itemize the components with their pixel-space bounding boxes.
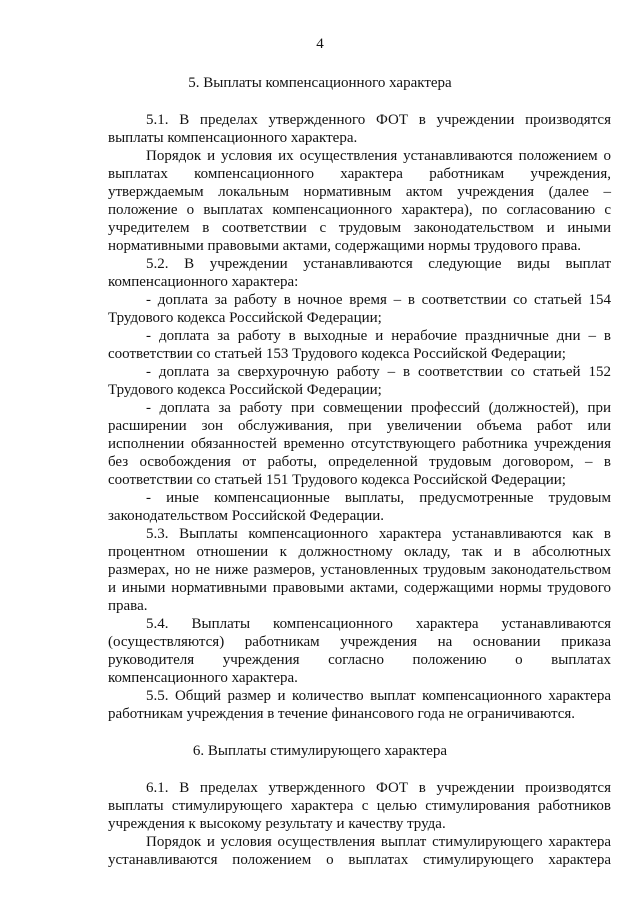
paragraph-line: Порядок и условия их осуществления устанавливаются положением о [146,148,611,164]
paragraph-line: выплатах компенсационного характера работникам учреждения, [108,166,611,182]
paragraph-line: нормативными правовыми актами, содержащими нормы трудового права. [108,238,581,254]
paragraph-line: компенсационного характера. [108,670,298,686]
paragraph-line: и иными нормативными правовыми актами, содержащими нормы трудового [108,580,611,596]
paragraph-line: выплаты компенсационного характера. [108,130,358,146]
paragraph-line: компенсационного характера: [108,274,299,290]
list-item-line: - иные компенсационные выплаты, предусмотренные трудовым [146,490,611,506]
paragraph-line: (осуществляются) работникам учреждения на основании приказа [108,634,611,650]
section-5-heading: 5. Выплаты компенсационного характера [188,75,452,91]
paragraph-line: 5.4. Выплаты компенсационного характера устанавливаются [146,616,611,632]
paragraph-line: выплаты стимулирующего характера с целью стимулирования работников [108,798,611,814]
paragraph-line: 5.5. Общий размер и количество выплат компенсационного характера [146,688,611,704]
paragraph-line: учредителем в соответствии с трудовым законодательством и иными [108,220,611,236]
list-item-line: без освобождения от работы, определенной трудовым договором, – в [108,454,611,470]
list-item-line: Трудового кодекса Российской Федерации; [108,382,382,398]
paragraph-line: положение о выплатах компенсационного характера), по согласованию с [108,202,611,218]
list-item-line: - доплата за работу при совмещении профессий (должностей), при [146,400,611,416]
paragraph-line: устанавливаются положением о выплатах стимулирующего характера [108,852,611,868]
paragraph-line: права. [108,598,148,614]
list-item-line: Трудового кодекса Российской Федерации; [108,310,382,326]
list-item-line: исполнении обязанностей временно отсутствующего работника учреждения [108,436,611,452]
paragraph-line: руководителя учреждения согласно положению о выплатах [108,652,611,668]
list-item-line: соответствии со статьей 151 Трудового кодекса Российской Федерации; [108,472,566,488]
list-item-line: законодательством Российской Федерации. [108,508,385,524]
section-6-heading: 6. Выплаты стимулирующего характера [192,743,448,759]
paragraph-line: утверждаемым локальным нормативным актом учреждения (далее – [108,184,611,200]
list-item-line: - доплата за работу в выходные и нерабочие праздничные дни – в [146,328,611,344]
paragraph-line: процентном отношении к должностному окладу, так и в абсолютных [108,544,611,560]
paragraph-line: работникам учреждения в течение финансового года не ограничиваются. [108,706,576,722]
paragraph-line: 5.2. В учреждении устанавливаются следующие виды выплат [146,256,611,272]
paragraph-line: 6.1. В пределах утвержденного ФОТ в учреждении производятся [146,780,611,796]
list-item-line: соответствии со статьей 153 Трудового кодекса Российской Федерации; [108,346,566,362]
list-item-line: расширении зон обслуживания, при увеличении объема работ или [108,418,611,434]
paragraph-line: Порядок и условия осуществления выплат стимулирующего характера [146,834,611,850]
paragraph-line: 5.1. В пределах утвержденного ФОТ в учреждении производятся [146,112,611,128]
list-item-line: - доплата за сверхурочную работу – в соответствии со статьей 152 [146,364,611,380]
list-item-line: - доплата за работу в ночное время – в соответствии со статьей 154 [146,292,611,308]
paragraph-line: учреждения к высокому результату и качеству труда. [108,816,446,832]
paragraph-line: размерах, но не ниже размеров, установленных трудовым законодательством [108,562,611,578]
page-number: 4 [316,36,324,52]
paragraph-line: 5.3. Выплаты компенсационного характера устанавливаются как в [146,526,611,542]
